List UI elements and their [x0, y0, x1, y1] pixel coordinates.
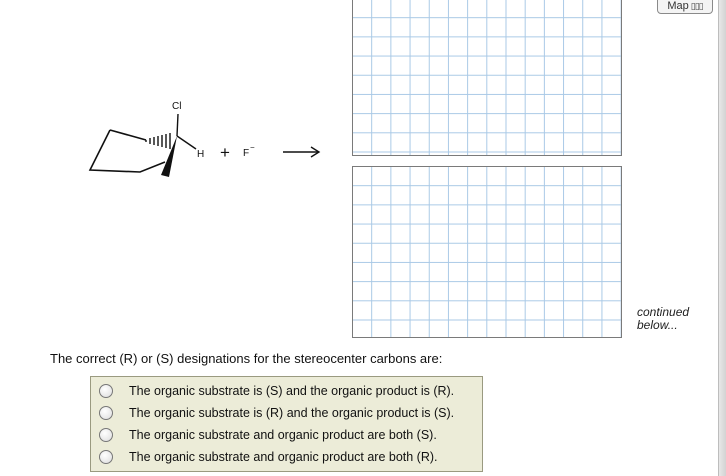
option-radio-4[interactable] — [99, 450, 113, 464]
option-radio-3[interactable] — [99, 428, 113, 442]
reaction-arrow — [283, 147, 319, 157]
map-sheets-icon: ▯▯▯ — [690, 0, 703, 11]
drawing-canvas-top[interactable] — [352, 0, 622, 156]
option-label-3[interactable]: The organic substrate and organic product are both (S). — [129, 428, 437, 442]
answer-options — [90, 376, 483, 472]
plus-sign: + — [220, 143, 230, 162]
option-radio-1[interactable] — [99, 384, 113, 398]
option-radio-2[interactable] — [99, 406, 113, 420]
map-button-label: Map — [667, 0, 689, 12]
question-text: The correct (R) or (S) designations for the stereocenter carbons are: — [50, 351, 443, 366]
fluoride-label: F — [243, 148, 250, 159]
chlorine-label: Cl — [172, 101, 182, 112]
continued-note: continued below... — [637, 305, 690, 332]
drawing-canvas-bottom[interactable] — [352, 166, 622, 338]
reaction-scheme — [80, 92, 340, 192]
page-scrollbar-edge[interactable] — [718, 0, 726, 476]
hydrogen-label: H — [197, 149, 205, 160]
fluoride-charge: − — [250, 143, 255, 152]
option-label-1[interactable]: The organic substrate is (S) and the organic product is (R). — [129, 384, 455, 398]
bold-wedge — [161, 136, 177, 177]
option-label-4[interactable]: The organic substrate and organic product are both (R). — [129, 450, 438, 464]
map-button[interactable] — [657, 0, 713, 14]
hashed-wedge — [146, 133, 170, 149]
option-label-2[interactable]: The organic substrate is (R) and the organic product is (S). — [129, 406, 455, 420]
ring-bonds — [90, 130, 165, 172]
